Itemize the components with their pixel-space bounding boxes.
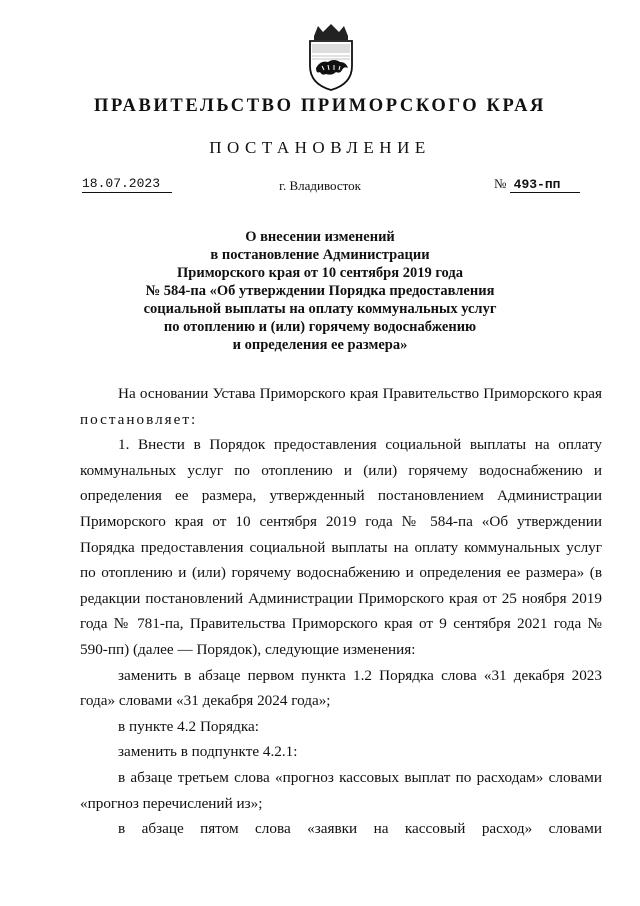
document-number [494,176,580,193]
paragraph-amendment: в пункте 4.2 Порядка: [118,717,259,735]
paragraph-amendment: заменить в подпункте 4.2.1: [118,743,298,761]
subject-line: О внесении изменений [245,229,395,245]
paragraph-amendment: заменить в абзаце первом пункта 1.2 Порядка слова «31 декабря 2023 года» словами «31 декабря 2024 года»; [80,666,602,710]
coat-of-arms-icon [296,22,366,92]
paragraph-amendment: в абзаце пятом слова «заявки на кассовый расход» словами [118,820,602,838]
document-city: г. Владивосток [279,178,361,193]
subject-line: Приморского края от 10 сентября 2019 года [177,265,463,281]
document-meta-row [0,176,640,198]
number-value: 493-пп [510,177,580,193]
document-type: ПОСТАНОВЛЕНИЕ [209,138,431,157]
resolves-word: постановляет: [80,410,198,428]
document-subject [130,228,510,354]
subject-line: в постановление Администрации [210,247,430,263]
number-sign: № [494,176,507,191]
paragraph-basis [80,381,602,432]
document-date: 18.07.2023 [82,176,172,193]
subject-line: № 584-па «Об утверждении Порядка предоставления [145,283,495,299]
document-body [80,381,602,842]
subject-line: по отоплению и (или) горячему водоснабжению [163,319,477,335]
subject-line: и определения ее размера» [232,337,408,353]
paragraph-item-1: 1. Внести в Порядок предоставления социальной выплаты на оплату коммунальных услуг по отоплению и (или) горячему водоснабжению и определения ее размера, утвержденный постановлением Администрации Приморского края от 10 сентября 2019 года № 584-па «Об утверждении Порядка предоставления социальной выплаты на оплату коммунальных услуг по отоплению и (или) горячему водоснабжению и определения ее размера» (в редакции постановлений Администрации Приморского края от 25 ноября 2019 года № 781-па, Правительства Приморского края от 9 сентября 2021 года № 590-пп) (далее — Порядок), следующие изменения: [80,436,602,658]
subject-line: социальной выплаты на оплату коммунальных услуг [143,301,497,317]
basis-text: На основании Устава Приморского края Правительство Приморского края [118,385,602,402]
paragraph-amendment: в абзаце третьем слова «прогноз кассовых выплат по расходам» словами «прогноз перечислений из»; [80,768,602,812]
government-title: ПРАВИТЕЛЬСТВО ПРИМОРСКОГО КРАЯ [93,96,546,116]
